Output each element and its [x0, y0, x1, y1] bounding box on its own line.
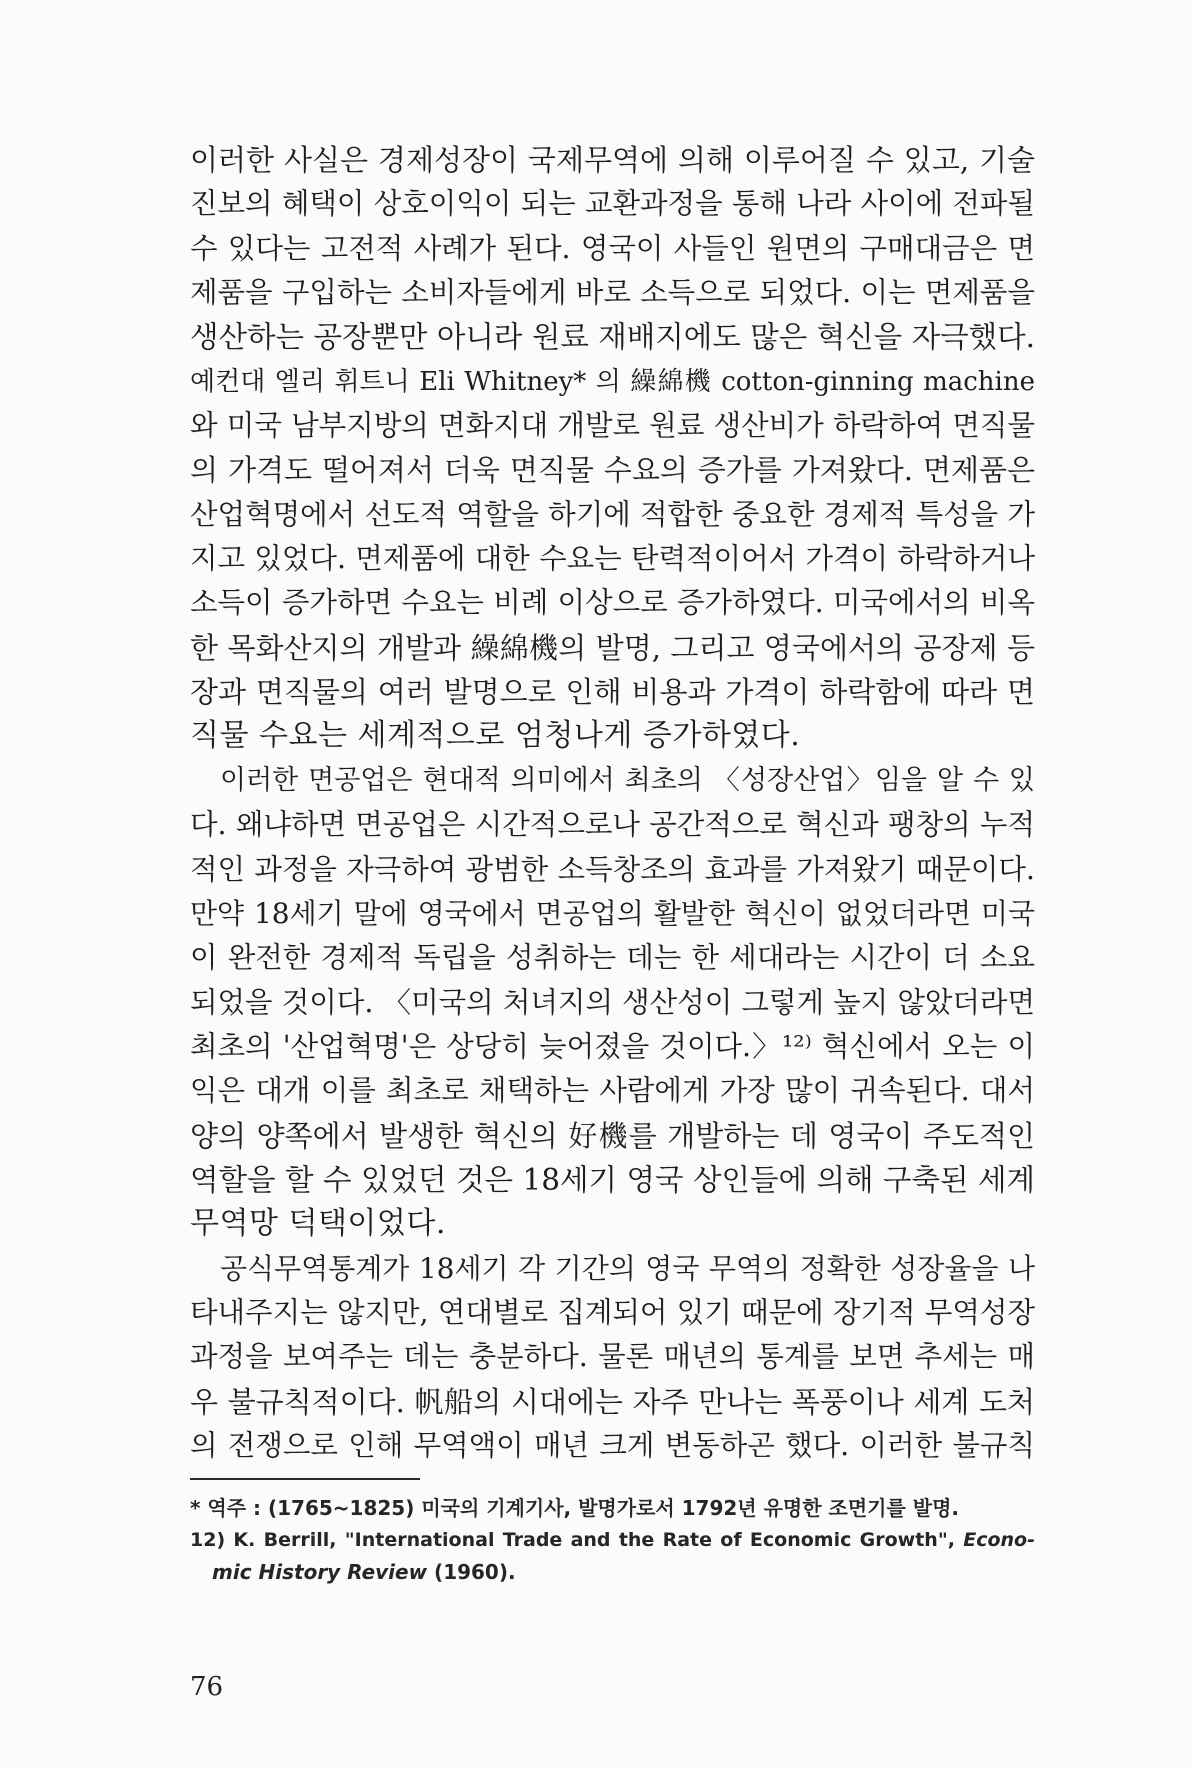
text-line: 타내주지는 않지만, 연대별로 집계되어 있기 때문에 장기적 무역성장 [190, 1295, 1035, 1329]
text-line: 최초의 '산업혁명'은 상당히 늦어졌을 것이다.〉¹²⁾ 혁신에서 오는 이 [190, 1029, 1035, 1063]
footnote-12-citation: 12) K. Berrill, "International Trade and the Rate of Economic Growth", [190, 1529, 955, 1551]
text-line: 이 완전한 경제적 독립을 성취하는 데는 한 세대라는 시간이 더 소요 [190, 941, 1035, 975]
footnote-12-journal-part2: mic History Review [212, 1560, 428, 1584]
text-line: 산업혁명에서 선도적 역할을 하기에 적합한 중요한 경제적 특성을 가 [190, 497, 1035, 531]
footnote-divider [190, 1478, 420, 1480]
page-number: 76 [190, 1672, 224, 1702]
text-line: 생산하는 공장뿐만 아니라 원료 재배지에도 많은 혁신을 자극했다. [190, 320, 1035, 355]
text-line: 지고 있었다. 면제품에 대한 수요는 탄력적이어서 가격이 하락하거나 [190, 542, 1035, 576]
text-line: 익은 대개 이를 최초로 채택하는 사람에게 가장 많이 귀속된다. 대서 [190, 1074, 1035, 1108]
text-line: 되었을 것이다. 〈미국의 처녀지의 생산성이 그렇게 높지 않았더라면 [190, 985, 1035, 1019]
text-line: 역할을 할 수 있었던 것은 18세기 영국 상인들에 의해 구축된 세계 [190, 1162, 1035, 1197]
text-line: 제품을 구입하는 소비자들에게 바로 소득으로 되었다. 이는 면제품을 [190, 276, 1035, 310]
text-line: 수 있다는 고전적 사례가 된다. 영국이 사들인 원면의 구매대금은 면 [190, 231, 1035, 265]
paragraph-3 [190, 1247, 1035, 1469]
text-line: 이러한 면공업은 현대적 의미에서 최초의 〈성장산업〉임을 알 수 있 [220, 764, 1035, 796]
footnotes [190, 1492, 1035, 1588]
text-line: 진보의 혜택이 상호이익이 되는 교환과정을 통해 나라 사이에 전파될 [190, 187, 1035, 221]
text-line: 무역망 덕택이었다. [190, 1206, 446, 1242]
text-line: 적인 과정을 자극하여 광범한 소득창조의 효과를 가져왔기 때문이다. [190, 852, 1035, 886]
text-line: 만약 18세기 말에 영국에서 면공업의 활발한 혁신이 없었더라면 미국 [190, 896, 1035, 930]
text-line: 과정을 보여주는 데는 충분하다. 물론 매년의 통계를 보면 추세는 매 [190, 1340, 1035, 1374]
text-line: 공식무역통계가 18세기 각 기간의 영국 무역의 정확한 성장율을 나 [220, 1251, 1035, 1285]
footnote-12-year: (1960). [434, 1560, 516, 1584]
text-line: 장과 면직물의 여러 발명으로 인해 비용과 가격이 하락함에 따라 면 [190, 675, 1035, 710]
body-text [190, 138, 1035, 1468]
text-line: 예컨대 엘리 휘트니 Eli Whitney* 의 繰綿機 cotton-ginning machine [190, 366, 1035, 397]
text-line: 우 불규칙적이다. 帆船의 시대에는 자주 만나는 폭풍이나 세계 도처 [190, 1384, 1035, 1419]
footnote-12-continued [190, 1556, 1035, 1588]
footnote-12 [190, 1524, 1035, 1556]
text-line: 이러한 사실은 경제성장이 국제무역에 의해 이루어질 수 있고, 기술 [190, 143, 1035, 177]
footnote-translator: * 역주 : (1765~1825) 미국의 기계기사, 발명가로서 1792년 유명한 조면기를 발명. [190, 1496, 959, 1520]
footnote-12-journal-part1: Econo- [963, 1529, 1035, 1551]
text-line: 양의 양쪽에서 발생한 혁신의 好機를 개발하는 데 영국이 주도적인 [190, 1118, 1035, 1153]
text-line: 다. 왜냐하면 면공업은 시간적으로나 공간적으로 혁신과 팽창의 누적 [190, 808, 1035, 842]
text-line: 직물 수요는 세계적으로 엄청나게 증가하였다. [190, 718, 801, 754]
text-line: 소득이 증가하면 수요는 비례 이상으로 증가하였다. 미국에서의 비옥 [190, 586, 1035, 620]
text-line: 의 가격도 떨어져서 더욱 면직물 수요의 증가를 가져왔다. 면제품은 [190, 453, 1035, 488]
text-line: 한 목화산지의 개발과 繰綿機의 발명, 그리고 영국에서의 공장제 등 [190, 630, 1035, 665]
text-line: 와 미국 남부지방의 면화지대 개발로 원료 생산비가 하락하여 면직물 [190, 409, 1035, 443]
paragraph-2 [190, 759, 1035, 1247]
paragraph-1 [190, 138, 1035, 759]
text-line: 의 전쟁으로 인해 무역액이 매년 크게 변동하곤 했다. 이러한 불규칙 [190, 1428, 1035, 1462]
